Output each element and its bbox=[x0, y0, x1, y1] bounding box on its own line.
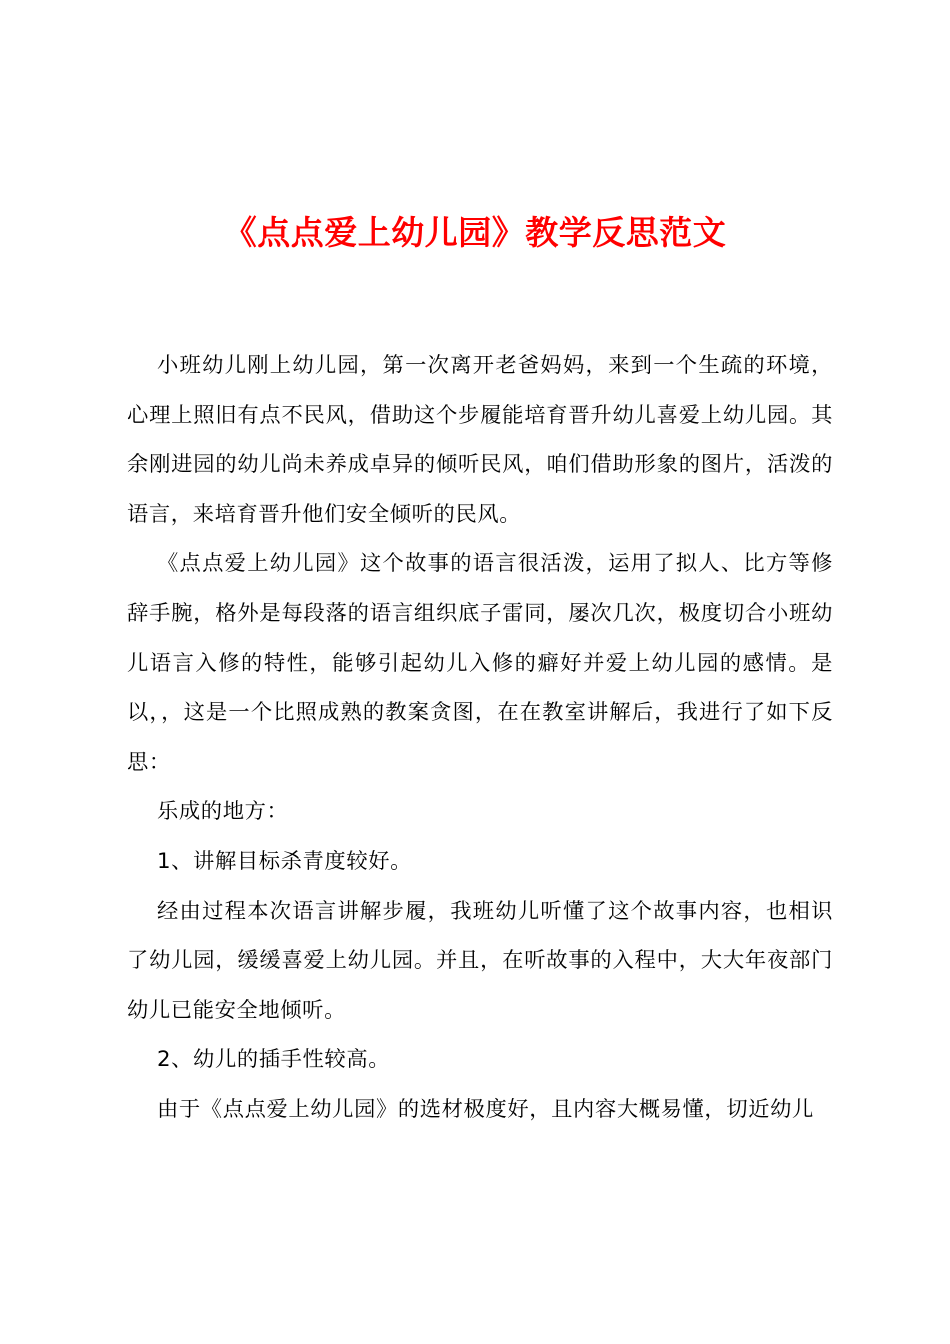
document-title: 《点点爱上幼儿园》教学反思范文 bbox=[223, 213, 727, 252]
paragraph: 小班幼儿刚上幼儿园，第一次离开老爸妈妈，来到一个生疏的环境，心理上照旧有点不民风，借助这个步履能培育晋升幼儿喜爱上幼儿园。其余刚进园的幼儿尚未养成卓异的倾听民风，咱们借助形象的图片，活泼的语言，来培育晋升他们安全倾听的民风。 bbox=[127, 353, 833, 527]
paragraph: 《点点爱上幼儿园》这个故事的语言很活泼，运用了拟人、比方等修辞手腕，格外是每段落的语言组织底子雷同，屡次几次，极度切合小班幼儿语言入修的特性，能够引起幼儿入修的癖好并爱上幼儿园的感情。是以，，这是一个比照成熟的教案贪图，在在教室讲解后，我进行了如下反思： bbox=[127, 551, 833, 775]
paragraph: 经由过程本次语言讲解步履，我班幼儿听懂了这个故事内容，也相识了幼儿园，缓缓喜爱上幼儿园。并且，在听故事的入程中，大大年夜部门幼儿已能安全地倾听。 bbox=[127, 898, 833, 1023]
paragraph: 由于《点点爱上幼儿园》的选材极度好，且内容大概易懂，切近幼儿 bbox=[157, 1096, 814, 1122]
section-heading: 乐成的地方： bbox=[157, 799, 289, 825]
list-item: 1、讲解目标杀青度较好。 bbox=[157, 848, 413, 874]
document-body bbox=[127, 341, 833, 1135]
list-item: 2、幼儿的插手性较高。 bbox=[157, 1047, 391, 1073]
